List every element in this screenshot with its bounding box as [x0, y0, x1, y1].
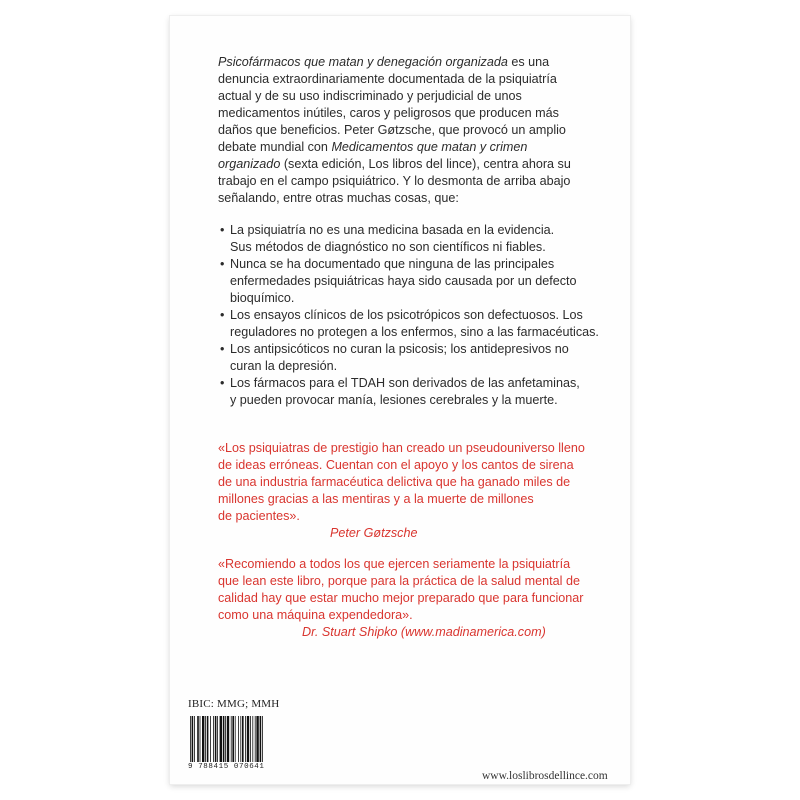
barcode-bar — [190, 716, 191, 762]
barcode-bar — [197, 716, 199, 762]
quote-gotzsche — [218, 440, 618, 542]
barcode-bar — [252, 716, 253, 762]
bullet-item — [218, 375, 618, 409]
isbn-barcode — [188, 716, 290, 771]
intro-text-run: debate mundial con — [218, 140, 332, 154]
bullet-item — [218, 222, 618, 256]
barcode-bar — [240, 716, 241, 762]
bullet-line: Sus métodos de diagnóstico no son científicos ni fiables. — [230, 240, 546, 254]
bullet-line: La psiquiatría no es una medicina basada en la evidencia. — [230, 223, 555, 237]
barcode-bar — [225, 716, 226, 762]
barcode-bar — [215, 716, 217, 762]
bullet-line: Los ensayos clínicos de los psicotrópicos son defectuosos. Los — [230, 308, 583, 322]
barcode-graphic — [188, 716, 290, 762]
book-title-italic: organizado — [218, 157, 281, 171]
bullet-line: curan la depresión. — [230, 359, 338, 373]
quote-line: millones gracias a las mentiras y a la muerte de millones — [218, 492, 534, 506]
quote-text — [218, 440, 618, 525]
quote-line: «Recomiendo a todos los que ejercen seriamente la psiquiatría — [218, 557, 571, 571]
bullet-list — [218, 222, 618, 409]
quote-line: como una máquina expendedora». — [218, 608, 413, 622]
barcode-bar — [260, 716, 262, 762]
barcode-bar — [235, 716, 236, 762]
barcode-bar — [200, 716, 201, 762]
quote-shipko — [218, 556, 618, 641]
quote-author: Peter Gøtzsche — [330, 526, 418, 540]
barcode-bar — [210, 716, 211, 762]
bullet-item — [218, 256, 618, 307]
barcode-bar — [242, 716, 244, 762]
intro-text-run: denuncia extraordinariamente documentada de la psiquiatría — [218, 72, 557, 86]
barcode-bar — [262, 716, 263, 762]
intro-paragraph — [218, 54, 618, 207]
bullet-line: enfermedades psiquiátricas haya sido causada por un defecto — [230, 274, 577, 288]
intro-text-run: (sexta edición, Los libros del lince), centra ahora su — [280, 157, 571, 171]
bullet-line: bioquímico. — [230, 291, 295, 305]
barcode-bar — [194, 716, 195, 762]
quote-text — [218, 556, 618, 624]
barcode-bar — [192, 716, 194, 762]
bullet-line: Los fármacos para el TDAH son derivados de las anfetaminas, — [230, 376, 580, 390]
quote-line: «Los psiquiatras de prestigio han creado un pseudouniverso lleno — [218, 441, 585, 455]
intro-text-run: medicamentos inútiles, caros y peligrosos que producen más — [218, 106, 559, 120]
bullet-line: y pueden provocar manía, lesiones cerebrales y la muerte. — [230, 393, 558, 407]
bullet-line: reguladores no protegen a los enfermos, sino a las farmacéuticas. — [230, 325, 599, 339]
intro-text — [218, 54, 618, 207]
barcode-bar — [220, 716, 222, 762]
barcode-bar — [250, 716, 251, 762]
intro-text-run: es una — [507, 55, 550, 69]
intro-text-run: daños que beneficios. Peter Gøtzsche, que provocó un amplio — [218, 123, 566, 137]
quote-author: Dr. Stuart Shipko (www.madinamerica.com) — [302, 625, 546, 639]
book-back-cover — [170, 16, 630, 784]
ibic-code: IBIC: MMG; MMH — [188, 698, 280, 710]
barcode-bar — [223, 716, 225, 762]
intro-text-run: trabajo en el campo psiquiátrico. Y lo desmonta de arriba abajo — [218, 174, 571, 188]
bullet-line: Nunca se ha documentado que ninguna de las principales — [230, 257, 555, 271]
book-title-italic: Psicofármacos que matan y denegación organizada — [218, 55, 508, 69]
quote-line: que lean este libro, porque para la práctica de la salud mental de — [218, 574, 580, 588]
barcode-bar — [247, 716, 249, 762]
bullet-line: Los antipsicóticos no curan la psicosis; los antidepresivos no — [230, 342, 569, 356]
barcode-bar — [255, 716, 256, 762]
barcode-bar — [256, 716, 258, 762]
barcode-bar — [232, 716, 234, 762]
quote-line: de una industria farmacéutica delictiva que ha ganado miles de — [218, 475, 571, 489]
publisher-website: www.loslibrosdellince.com — [482, 770, 608, 782]
barcode-bar — [202, 716, 204, 762]
bullet-item — [218, 307, 618, 341]
barcode-bar — [213, 716, 214, 762]
quote-line: de ideas erróneas. Cuentan con el apoyo y los cantos de sirena — [218, 458, 574, 472]
book-title-italic: Medicamentos que matan y crimen — [331, 140, 528, 154]
quote-line: calidad hay que estar mucho mejor preparado que para funcionar — [218, 591, 584, 605]
intro-text-run: actual y de su uso indiscriminado y perjudicial de unos — [218, 89, 522, 103]
intro-text-run: señalando, entre otras muchas cosas, que: — [218, 191, 459, 205]
barcode-bar — [207, 716, 209, 762]
barcode-bar — [245, 716, 246, 762]
barcode-number: 9 788415 070641 — [188, 763, 265, 771]
barcode-bar — [217, 716, 218, 762]
barcode-bar — [231, 716, 232, 762]
quote-line: de pacientes». — [218, 509, 300, 523]
barcode-bar — [205, 716, 206, 762]
barcode-bar — [227, 716, 229, 762]
barcode-bar — [238, 716, 239, 762]
bullet-item — [218, 341, 618, 375]
